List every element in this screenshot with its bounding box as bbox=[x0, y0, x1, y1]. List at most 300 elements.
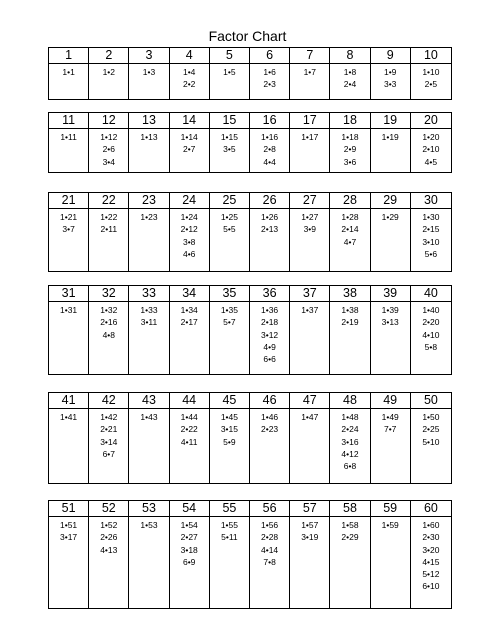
factor-list bbox=[129, 409, 168, 423]
factor-pair: 1•47 bbox=[301, 412, 319, 422]
number-cell bbox=[49, 48, 89, 99]
factor-pair: 1•28 bbox=[341, 212, 359, 222]
number-cell bbox=[290, 393, 330, 483]
factor-list bbox=[250, 517, 289, 568]
factor-pair: 1•19 bbox=[381, 132, 399, 142]
number-header: 2 bbox=[89, 48, 128, 64]
number-cell bbox=[89, 193, 129, 271]
factor-pair: 4•8 bbox=[102, 329, 115, 340]
factor-pair: 3•8 bbox=[182, 236, 196, 247]
factor-pair: 1•23 bbox=[140, 212, 158, 222]
number-cell bbox=[371, 286, 411, 374]
factor-row-block bbox=[48, 47, 452, 100]
number-header: 23 bbox=[129, 193, 168, 209]
factor-list bbox=[49, 209, 88, 236]
factor-list bbox=[210, 517, 249, 544]
number-header: 48 bbox=[330, 393, 369, 409]
number-cell bbox=[371, 48, 411, 99]
number-cell bbox=[170, 501, 210, 608]
factor-pair: 2•10 bbox=[422, 144, 440, 155]
factor-list bbox=[89, 409, 128, 460]
number-header: 52 bbox=[89, 501, 128, 517]
factor-pair: 1•38 bbox=[341, 305, 359, 315]
number-header: 20 bbox=[411, 113, 451, 129]
number-header: 22 bbox=[89, 193, 128, 209]
factor-pair: 1•17 bbox=[301, 132, 319, 142]
factor-pair: 2•23 bbox=[261, 424, 279, 435]
factor-pair: 1•22 bbox=[100, 212, 118, 222]
factor-pair: 5•10 bbox=[422, 436, 440, 447]
number-header: 53 bbox=[129, 501, 168, 517]
factor-list bbox=[371, 64, 410, 91]
factor-pair: 5•8 bbox=[424, 341, 438, 352]
number-cell bbox=[129, 48, 169, 99]
factor-pair: 5•5 bbox=[223, 224, 236, 235]
number-header: 3 bbox=[129, 48, 168, 64]
factor-pair: 3•14 bbox=[100, 436, 118, 447]
factor-row-block bbox=[48, 392, 452, 484]
number-cell bbox=[371, 501, 411, 608]
factor-pair: 3•19 bbox=[301, 532, 319, 543]
factor-pair: 4•7 bbox=[343, 236, 357, 247]
factor-pair: 1•44 bbox=[180, 412, 198, 422]
number-cell bbox=[170, 48, 210, 99]
factor-pair: 3•16 bbox=[341, 436, 359, 447]
factor-pair: 1•12 bbox=[100, 132, 118, 142]
factor-pair: 2•25 bbox=[422, 424, 440, 435]
number-cell bbox=[210, 393, 250, 483]
factor-pair: 1•6 bbox=[263, 67, 276, 77]
factor-list bbox=[250, 409, 289, 436]
factor-list bbox=[49, 517, 88, 544]
factor-pair: 3•10 bbox=[422, 236, 440, 247]
number-cell bbox=[250, 48, 290, 99]
factor-pair: 1•34 bbox=[180, 305, 198, 315]
factor-pair: 4•5 bbox=[424, 156, 438, 167]
factor-list bbox=[250, 129, 289, 168]
number-cell bbox=[210, 48, 250, 99]
factor-pair: 1•48 bbox=[341, 412, 359, 422]
factor-pair: 4•15 bbox=[422, 556, 440, 567]
factor-pair: 1•26 bbox=[261, 212, 279, 222]
factor-pair: 4•9 bbox=[263, 341, 276, 352]
factor-pair: 2•9 bbox=[343, 144, 357, 155]
number-header: 42 bbox=[89, 393, 128, 409]
factor-pair: 6•9 bbox=[182, 556, 196, 567]
factor-pair: 4•11 bbox=[180, 436, 198, 447]
factor-list bbox=[129, 64, 168, 78]
factor-pair: 5•11 bbox=[221, 532, 238, 543]
factor-pair: 2•24 bbox=[341, 424, 359, 435]
factor-list bbox=[371, 409, 410, 436]
number-header: 5 bbox=[210, 48, 249, 64]
factor-pair: 1•33 bbox=[140, 305, 158, 315]
factor-pair: 4•10 bbox=[422, 329, 440, 340]
number-header: 58 bbox=[330, 501, 369, 517]
factor-pair: 6•8 bbox=[343, 461, 357, 472]
number-header: 37 bbox=[290, 286, 329, 302]
factor-list bbox=[290, 64, 329, 78]
number-header: 49 bbox=[371, 393, 410, 409]
number-cell bbox=[210, 193, 250, 271]
factor-pair: 4•14 bbox=[261, 544, 279, 555]
number-header: 43 bbox=[129, 393, 168, 409]
number-cell bbox=[250, 393, 290, 483]
number-header: 59 bbox=[371, 501, 410, 517]
factor-list bbox=[411, 517, 451, 593]
factor-pair: 5•12 bbox=[422, 569, 440, 580]
factor-pair: 2•2 bbox=[182, 79, 196, 90]
factor-pair: 3•20 bbox=[422, 544, 440, 555]
number-header: 24 bbox=[170, 193, 209, 209]
factor-list bbox=[49, 64, 88, 78]
number-cell bbox=[170, 286, 210, 374]
number-header: 38 bbox=[330, 286, 369, 302]
factor-pair: 1•15 bbox=[220, 132, 238, 142]
number-cell bbox=[411, 113, 451, 172]
factor-pair: 2•16 bbox=[100, 317, 118, 328]
factor-pair: 3•18 bbox=[180, 544, 198, 555]
factor-list bbox=[330, 209, 369, 248]
factor-pair: 1•50 bbox=[422, 412, 440, 422]
number-cell bbox=[170, 113, 210, 172]
factor-pair: 2•21 bbox=[100, 424, 118, 435]
number-header: 26 bbox=[250, 193, 289, 209]
number-cell bbox=[371, 113, 411, 172]
number-header: 28 bbox=[330, 193, 369, 209]
number-header: 57 bbox=[290, 501, 329, 517]
number-cell bbox=[250, 113, 290, 172]
factor-list bbox=[170, 129, 209, 156]
factor-list bbox=[250, 209, 289, 236]
number-cell bbox=[290, 48, 330, 99]
factor-row-block bbox=[48, 500, 452, 609]
factor-pair: 1•1 bbox=[62, 67, 75, 77]
factor-pair: 2•13 bbox=[261, 224, 279, 235]
factor-list bbox=[330, 129, 369, 168]
factor-list bbox=[210, 129, 249, 156]
factor-list bbox=[290, 517, 329, 544]
factor-pair: 7•8 bbox=[263, 556, 276, 567]
factor-row-block bbox=[48, 112, 452, 173]
number-cell bbox=[210, 113, 250, 172]
number-cell bbox=[411, 286, 451, 374]
factor-pair: 2•8 bbox=[263, 144, 276, 155]
factor-pair: 3•13 bbox=[381, 317, 399, 328]
factor-pair: 3•11 bbox=[140, 317, 158, 328]
factor-pair: 2•15 bbox=[422, 224, 440, 235]
number-cell bbox=[330, 286, 370, 374]
number-cell bbox=[49, 113, 89, 172]
number-cell bbox=[89, 393, 129, 483]
factor-list bbox=[250, 64, 289, 91]
factor-list bbox=[170, 64, 209, 91]
number-cell bbox=[290, 286, 330, 374]
number-cell bbox=[290, 193, 330, 271]
factor-pair: 1•10 bbox=[422, 67, 440, 77]
number-cell bbox=[210, 286, 250, 374]
factor-list bbox=[170, 209, 209, 260]
factor-pair: 1•55 bbox=[220, 520, 238, 530]
factor-pair: 4•12 bbox=[341, 448, 359, 459]
factor-list bbox=[371, 129, 410, 143]
factor-pair: 1•54 bbox=[180, 520, 198, 530]
factor-pair: 4•13 bbox=[100, 544, 118, 555]
factor-pair: 1•41 bbox=[60, 412, 78, 422]
number-header: 41 bbox=[49, 393, 88, 409]
number-header: 14 bbox=[170, 113, 209, 129]
factor-pair: 2•11 bbox=[100, 224, 118, 235]
factor-list bbox=[330, 302, 369, 329]
number-cell bbox=[330, 501, 370, 608]
factor-list bbox=[411, 409, 451, 448]
factor-list bbox=[129, 302, 168, 329]
factor-list bbox=[129, 129, 168, 143]
factor-pair: 1•29 bbox=[381, 212, 399, 222]
number-cell bbox=[330, 113, 370, 172]
factor-pair: 2•7 bbox=[182, 144, 196, 155]
number-cell bbox=[89, 48, 129, 99]
number-cell bbox=[129, 113, 169, 172]
number-cell bbox=[411, 393, 451, 483]
factor-pair: 3•5 bbox=[223, 144, 236, 155]
factor-pair: 1•13 bbox=[140, 132, 158, 142]
number-header: 33 bbox=[129, 286, 168, 302]
factor-list bbox=[330, 409, 369, 472]
factor-list bbox=[290, 129, 329, 143]
factor-list bbox=[371, 302, 410, 329]
factor-list bbox=[89, 64, 128, 78]
number-header: 39 bbox=[371, 286, 410, 302]
number-header: 10 bbox=[411, 48, 451, 64]
factor-pair: 2•19 bbox=[341, 317, 359, 328]
factor-list bbox=[89, 302, 128, 341]
number-cell bbox=[411, 501, 451, 608]
factor-row-block bbox=[48, 285, 452, 375]
factor-pair: 1•36 bbox=[261, 305, 279, 315]
factor-pair: 2•5 bbox=[424, 79, 438, 90]
factor-list bbox=[371, 517, 410, 531]
factor-pair: 3•15 bbox=[220, 424, 238, 435]
factor-pair: 1•30 bbox=[422, 212, 440, 222]
factor-list bbox=[371, 209, 410, 223]
factor-pair: 2•6 bbox=[102, 144, 115, 155]
factor-list bbox=[210, 302, 249, 329]
number-cell bbox=[129, 286, 169, 374]
factor-pair: 1•53 bbox=[140, 520, 158, 530]
factor-pair: 2•3 bbox=[263, 79, 276, 90]
factor-list bbox=[290, 209, 329, 236]
factor-pair: 1•7 bbox=[303, 67, 316, 77]
number-header: 29 bbox=[371, 193, 410, 209]
factor-list bbox=[49, 129, 88, 143]
factor-pair: 1•60 bbox=[422, 520, 440, 530]
factor-list bbox=[49, 409, 88, 423]
factor-pair: 1•25 bbox=[220, 212, 238, 222]
factor-pair: 2•18 bbox=[261, 317, 279, 328]
factor-pair: 3•7 bbox=[62, 224, 75, 235]
factor-pair: 1•56 bbox=[261, 520, 279, 530]
factor-list bbox=[170, 302, 209, 329]
factor-pair: 3•9 bbox=[303, 224, 316, 235]
number-cell bbox=[411, 48, 451, 99]
number-header: 60 bbox=[411, 501, 451, 517]
factor-pair: 2•12 bbox=[180, 224, 198, 235]
factor-pair: 2•27 bbox=[180, 532, 198, 543]
factor-pair: 2•29 bbox=[341, 532, 359, 543]
factor-list bbox=[89, 129, 128, 168]
factor-pair: 1•5 bbox=[223, 67, 236, 77]
factor-pair: 3•17 bbox=[60, 532, 78, 543]
number-header: 36 bbox=[250, 286, 289, 302]
number-cell bbox=[49, 501, 89, 608]
number-cell bbox=[290, 501, 330, 608]
factor-pair: 2•28 bbox=[261, 532, 279, 543]
factor-pair: 2•30 bbox=[422, 532, 440, 543]
factor-list bbox=[210, 64, 249, 78]
factor-pair: 1•27 bbox=[301, 212, 319, 222]
number-header: 18 bbox=[330, 113, 369, 129]
factor-pair: 1•49 bbox=[381, 412, 399, 422]
factor-pair: 5•9 bbox=[223, 436, 236, 447]
factor-list bbox=[330, 64, 369, 91]
number-cell bbox=[250, 286, 290, 374]
factor-pair: 1•3 bbox=[142, 67, 156, 77]
number-cell bbox=[371, 393, 411, 483]
number-cell bbox=[89, 501, 129, 608]
factor-pair: 1•14 bbox=[180, 132, 198, 142]
factor-list bbox=[170, 409, 209, 448]
number-header: 6 bbox=[250, 48, 289, 64]
number-header: 13 bbox=[129, 113, 168, 129]
number-cell bbox=[170, 393, 210, 483]
factor-list bbox=[250, 302, 289, 365]
number-cell bbox=[129, 501, 169, 608]
number-header: 21 bbox=[49, 193, 88, 209]
factor-list bbox=[411, 302, 451, 353]
factor-pair: 3•3 bbox=[383, 79, 397, 90]
number-header: 16 bbox=[250, 113, 289, 129]
number-header: 15 bbox=[210, 113, 249, 129]
number-header: 46 bbox=[250, 393, 289, 409]
number-cell bbox=[371, 193, 411, 271]
factor-list bbox=[411, 129, 451, 168]
factor-pair: 1•2 bbox=[102, 67, 115, 77]
factor-pair: 1•43 bbox=[140, 412, 158, 422]
number-cell bbox=[89, 113, 129, 172]
factor-pair: 3•12 bbox=[261, 329, 279, 340]
factor-list bbox=[411, 209, 451, 260]
number-header: 40 bbox=[411, 286, 451, 302]
number-header: 8 bbox=[330, 48, 369, 64]
number-header: 50 bbox=[411, 393, 451, 409]
factor-list bbox=[330, 517, 369, 544]
number-cell bbox=[330, 193, 370, 271]
factor-pair: 1•11 bbox=[60, 132, 77, 142]
factor-pair: 1•58 bbox=[341, 520, 359, 530]
factor-pair: 1•21 bbox=[60, 212, 78, 222]
factor-pair: 1•57 bbox=[301, 520, 319, 530]
factor-pair: 1•4 bbox=[182, 67, 196, 77]
factor-pair: 1•52 bbox=[100, 520, 118, 530]
factor-list bbox=[89, 209, 128, 236]
number-header: 44 bbox=[170, 393, 209, 409]
factor-pair: 1•20 bbox=[422, 132, 440, 142]
factor-pair: 1•31 bbox=[60, 305, 78, 315]
number-cell bbox=[129, 193, 169, 271]
factor-list bbox=[210, 209, 249, 236]
factor-pair: 1•35 bbox=[220, 305, 238, 315]
factor-pair: 6•10 bbox=[422, 581, 440, 592]
factor-row-block bbox=[48, 192, 452, 272]
factor-pair: 6•6 bbox=[263, 354, 276, 365]
factor-pair: 2•20 bbox=[422, 317, 440, 328]
factor-pair: 1•37 bbox=[301, 305, 319, 315]
number-header: 34 bbox=[170, 286, 209, 302]
number-header: 54 bbox=[170, 501, 209, 517]
factor-pair: 1•59 bbox=[381, 520, 399, 530]
factor-list bbox=[210, 409, 249, 448]
number-header: 31 bbox=[49, 286, 88, 302]
factor-list bbox=[129, 209, 168, 223]
number-header: 30 bbox=[411, 193, 451, 209]
number-header: 17 bbox=[290, 113, 329, 129]
number-cell bbox=[49, 286, 89, 374]
factor-list bbox=[49, 302, 88, 316]
number-header: 56 bbox=[250, 501, 289, 517]
number-header: 11 bbox=[49, 113, 88, 129]
number-header: 32 bbox=[89, 286, 128, 302]
number-cell bbox=[330, 393, 370, 483]
factor-pair: 2•26 bbox=[100, 532, 118, 543]
factor-pair: 1•51 bbox=[60, 520, 78, 530]
factor-pair: 2•14 bbox=[341, 224, 359, 235]
factor-pair: 1•46 bbox=[261, 412, 279, 422]
factor-pair: 1•16 bbox=[261, 132, 279, 142]
number-cell bbox=[210, 501, 250, 608]
factor-pair: 4•6 bbox=[182, 248, 196, 259]
number-cell bbox=[49, 393, 89, 483]
number-header: 9 bbox=[371, 48, 410, 64]
number-cell bbox=[330, 48, 370, 99]
factor-list bbox=[411, 64, 451, 91]
number-header: 55 bbox=[210, 501, 249, 517]
factor-pair: 1•8 bbox=[343, 67, 357, 77]
factor-pair: 1•24 bbox=[180, 212, 198, 222]
number-header: 19 bbox=[371, 113, 410, 129]
number-header: 47 bbox=[290, 393, 329, 409]
factor-pair: 3•6 bbox=[343, 156, 357, 167]
number-cell bbox=[170, 193, 210, 271]
number-cell bbox=[290, 113, 330, 172]
number-cell bbox=[129, 393, 169, 483]
number-header: 27 bbox=[290, 193, 329, 209]
number-header: 4 bbox=[170, 48, 209, 64]
factor-pair: 1•32 bbox=[100, 305, 118, 315]
factor-pair: 3•4 bbox=[102, 156, 115, 167]
number-header: 35 bbox=[210, 286, 249, 302]
factor-pair: 1•18 bbox=[341, 132, 359, 142]
number-cell bbox=[250, 193, 290, 271]
factor-pair: 2•4 bbox=[343, 79, 357, 90]
number-header: 51 bbox=[49, 501, 88, 517]
factor-pair: 1•45 bbox=[220, 412, 238, 422]
number-cell bbox=[250, 501, 290, 608]
number-header: 45 bbox=[210, 393, 249, 409]
number-header: 7 bbox=[290, 48, 329, 64]
factor-list bbox=[129, 517, 168, 531]
factor-pair: 5•7 bbox=[223, 317, 236, 328]
